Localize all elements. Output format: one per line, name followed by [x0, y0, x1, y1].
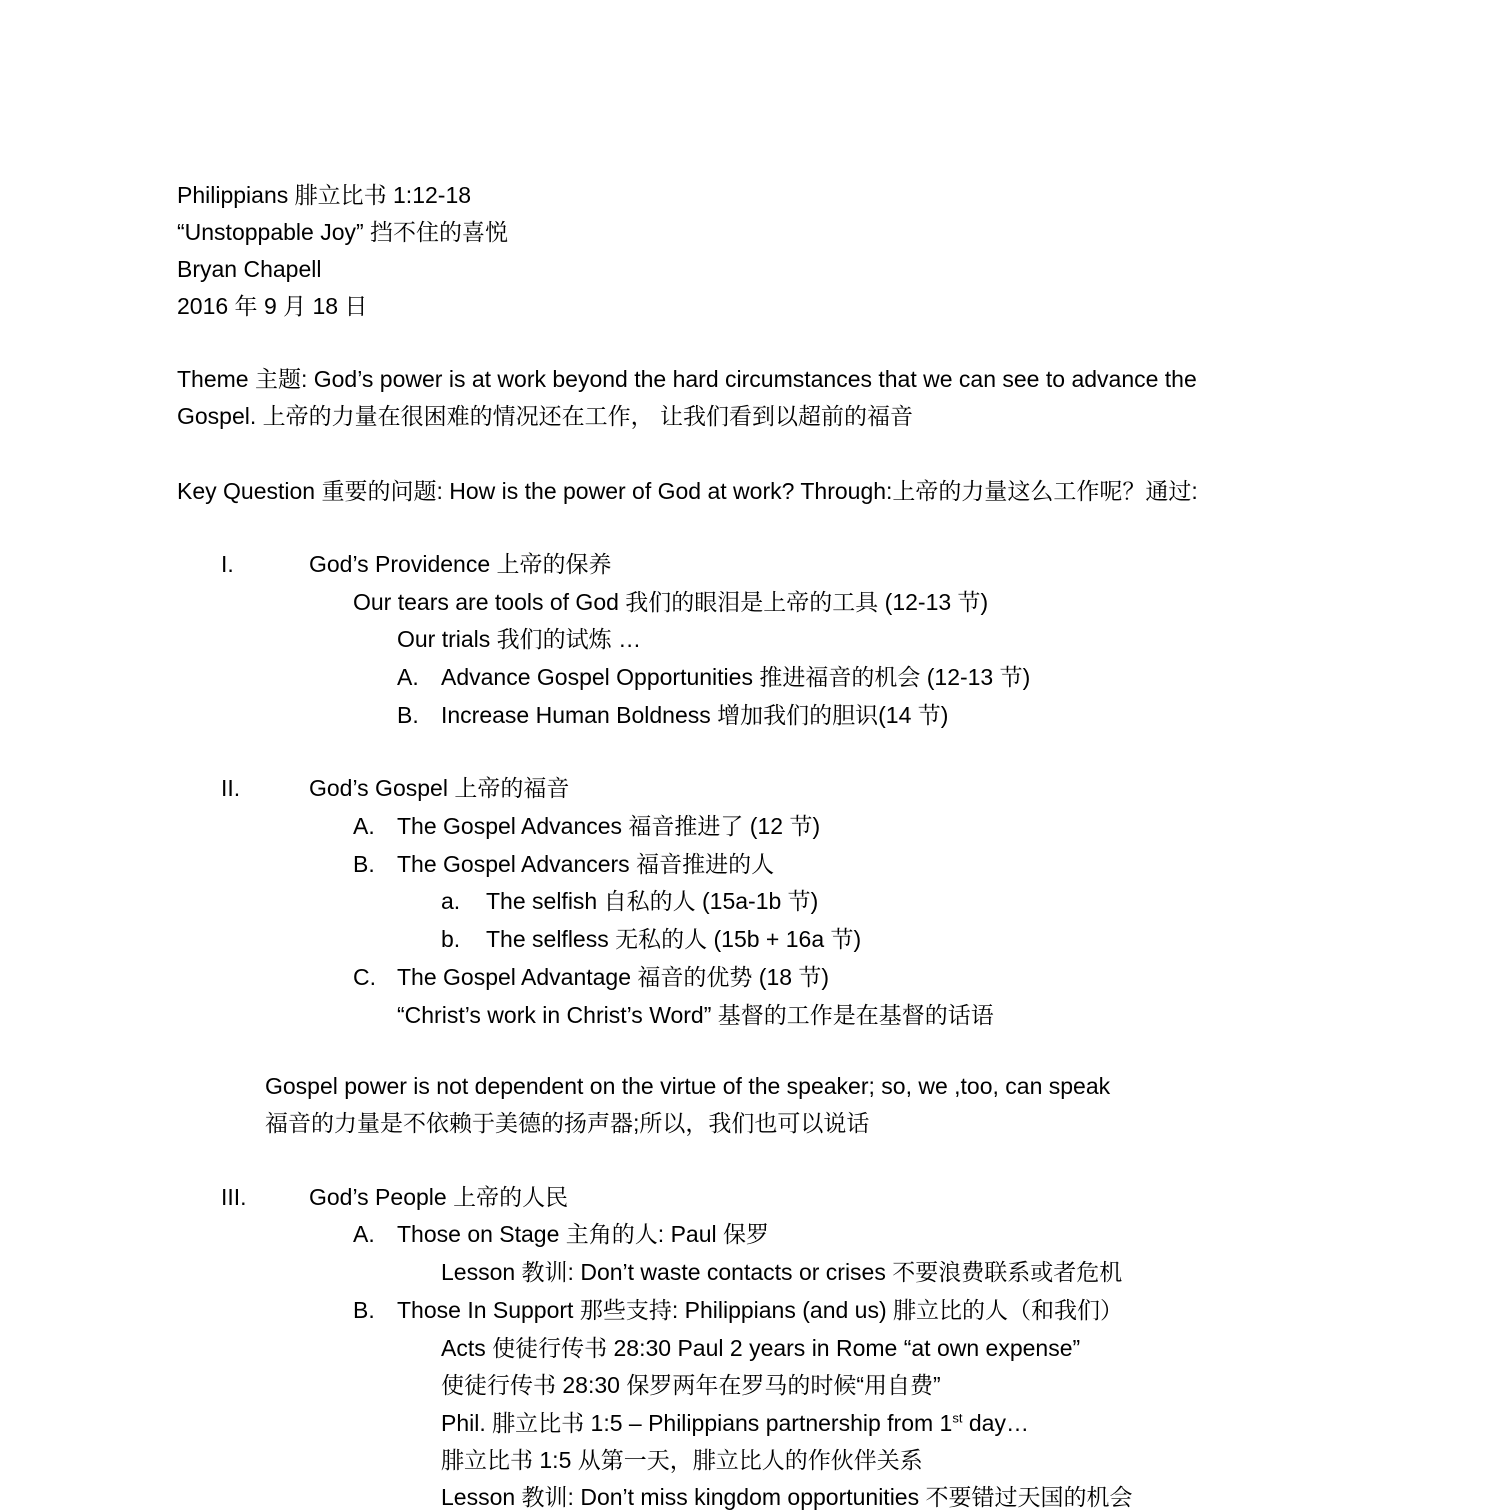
- section-2-numeral: II.: [221, 775, 241, 801]
- phil-english-text: Phil. 腓立比书 1:5 – Philippians partnership from 1: [441, 1410, 953, 1436]
- section-3-phil-english: [441, 1408, 1029, 1438]
- section-1-item-b: Increase Human Boldness 增加我们的胆识(14 节): [441, 702, 949, 728]
- gospel-power-line-2: 福音的力量是不依赖于美德的扬声器;所以，我们也可以说话: [265, 1110, 870, 1136]
- section-2-sub-a: The selfish 自私的人 (15a-1b 节): [486, 888, 819, 914]
- section-1-title: God’s Providence 上帝的保养: [309, 551, 612, 577]
- section-3-item-b-marker: B.: [353, 1297, 375, 1323]
- section-2-item-a: The Gospel Advances 福音推进了 (12 节): [397, 813, 821, 839]
- section-3-lesson-1: Lesson 教训: Don’t waste contacts or crises 不要浪费联系或者危机: [441, 1259, 1123, 1285]
- section-3-item-a: Those on Stage 主角的人: Paul 保罗: [397, 1221, 769, 1247]
- phil-english-tail: day…: [962, 1410, 1029, 1436]
- section-3-title: God’s People 上帝的人民: [309, 1184, 569, 1210]
- section-1-item-a-marker: A.: [397, 664, 419, 690]
- section-3-item-b: Those In Support 那些支持: Philippians (and us) 腓立比的人（和我们）: [397, 1297, 1124, 1323]
- sermon-title: “Unstoppable Joy” 挡不住的喜悦: [177, 219, 509, 245]
- section-3-acts-chinese: 使徒行传书 28:30 保罗两年在罗马的时候“用自费”: [441, 1372, 941, 1398]
- key-question: Key Question 重要的问题: How is the power of God at work? Through:上帝的力量这么工作呢？通过:: [177, 478, 1198, 504]
- section-2-sub-b-marker: b.: [441, 926, 461, 952]
- section-1-item-b-marker: B.: [397, 702, 419, 728]
- section-2-sub-b: The selfless 无私的人 (15b + 16a 节): [486, 926, 862, 952]
- section-2-title: God’s Gospel 上帝的福音: [309, 775, 570, 801]
- theme-line-1: Theme 主题: God’s power is at work beyond the hard circumstances that we can see to advance the: [177, 366, 1197, 392]
- section-1-item-a: Advance Gospel Opportunities 推进福音的机会 (12-13 节): [441, 664, 1031, 690]
- sermon-passage: Philippians 腓立比书 1:12-18: [177, 182, 472, 208]
- section-2-item-a-marker: A.: [353, 813, 375, 839]
- gospel-power-line-1: Gospel power is not dependent on the virtue of the speaker; so, we ,too, can speak: [265, 1073, 1111, 1099]
- section-2-item-c: The Gospel Advantage 福音的优势 (18 节): [397, 964, 830, 990]
- sermon-date: 2016 年 9 月 18 日: [177, 293, 368, 319]
- section-3-acts-english: Acts 使徒行传书 28:30 Paul 2 years in Rome “at own expense”: [441, 1335, 1081, 1361]
- section-1-numeral: I.: [221, 551, 234, 577]
- section-1-subpoint-2: Our trials 我们的试炼 …: [397, 626, 642, 652]
- section-3-phil-chinese: 腓立比书 1:5 从第一天，腓立比人的作伙伴关系: [441, 1447, 923, 1473]
- section-2-item-b-marker: B.: [353, 851, 375, 877]
- section-1-subpoint-1: Our tears are tools of God 我们的眼泪是上帝的工具 (12-13 节): [353, 589, 989, 615]
- section-2-quote: “Christ’s work in Christ’s Word” 基督的工作是在基督的话语: [397, 1002, 994, 1028]
- theme-line-2: Gospel. 上帝的力量在很困难的情况还在工作， 让我们看到以超前的福音: [177, 403, 914, 429]
- sermon-author: Bryan Chapell: [177, 256, 322, 282]
- section-2-item-c-marker: C.: [353, 964, 376, 990]
- section-2-item-b: The Gospel Advancers 福音推进的人: [397, 851, 775, 877]
- ordinal-suffix: st: [952, 1410, 963, 1426]
- section-2-sub-a-marker: a.: [441, 888, 461, 914]
- section-3-numeral: III.: [221, 1184, 247, 1210]
- section-3-lesson-2: Lesson 教训: Don’t miss kingdom opportunities 不要错过天国的机会: [441, 1484, 1133, 1510]
- section-3-item-a-marker: A.: [353, 1221, 375, 1247]
